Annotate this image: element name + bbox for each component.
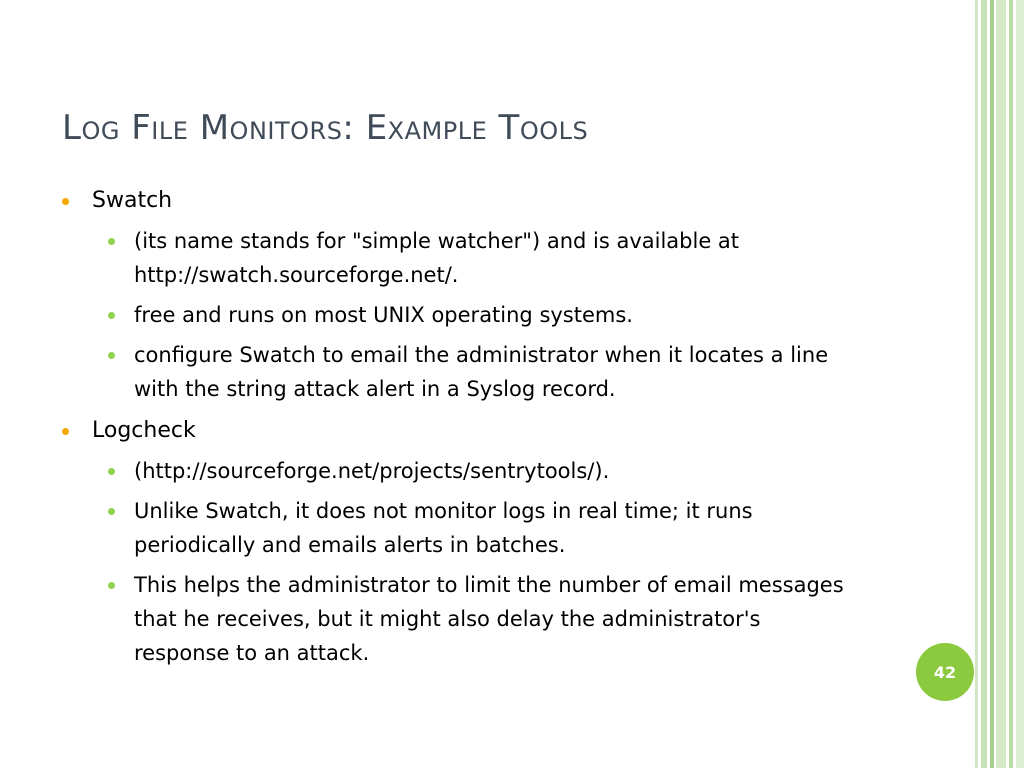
sub-bullet-item [102,224,860,292]
sub-bullet-item [102,494,860,562]
decorative-stripe [1016,0,1024,768]
sub-bullet-dot-icon [108,312,115,319]
decorative-stripe [981,0,987,768]
bullet-text: Logcheck [92,418,196,443]
slide-title: Log File Monitors: Example Tools [62,108,589,148]
sub-bullet-text: (http://sourceforge.net/projects/sentrytools/). [134,459,610,483]
sub-bullet-item [102,568,860,670]
sub-bullet-text: This helps the administrator to limit the number of email messages that he receives, but it might also delay the administrator's response to an attack. [134,573,844,665]
slide-body [60,184,860,678]
sub-bullet-text: (its name stands for "simple watcher") and is available at http://swatch.sourceforge.net/. [134,229,740,287]
decorative-stripe [990,0,994,768]
sub-bullet-item [102,298,860,332]
sub-list-swatch [102,224,860,406]
sub-bullet-dot-icon [108,238,115,245]
bullet-text: Swatch [92,188,173,213]
sub-bullet-dot-icon [108,508,115,515]
sub-list-logcheck [102,454,860,670]
sub-bullet-item [102,338,860,406]
decorative-stripe [975,0,978,768]
bullet-dot-icon [62,198,69,205]
decorative-stripe [1009,0,1013,768]
bullet-item-swatch [60,184,860,218]
sub-bullet-text: free and runs on most UNIX operating systems. [134,303,633,327]
sub-bullet-dot-icon [108,582,115,589]
sub-bullet-item [102,454,860,488]
sub-bullet-dot-icon [108,352,115,359]
page-number: 42 [933,662,957,682]
decorative-stripe [996,0,1006,768]
sub-bullet-dot-icon [108,468,115,475]
page-number-badge [916,643,974,701]
sub-bullet-text: Unlike Swatch, it does not monitor logs in real time; it runs periodically and emails alerts in batches. [134,499,753,557]
bullet-dot-icon [62,428,69,435]
bullet-item-logcheck [60,414,860,448]
sub-bullet-text: configure Swatch to email the administrator when it locates a line with the string attack alert in a Syslog record. [134,343,829,401]
